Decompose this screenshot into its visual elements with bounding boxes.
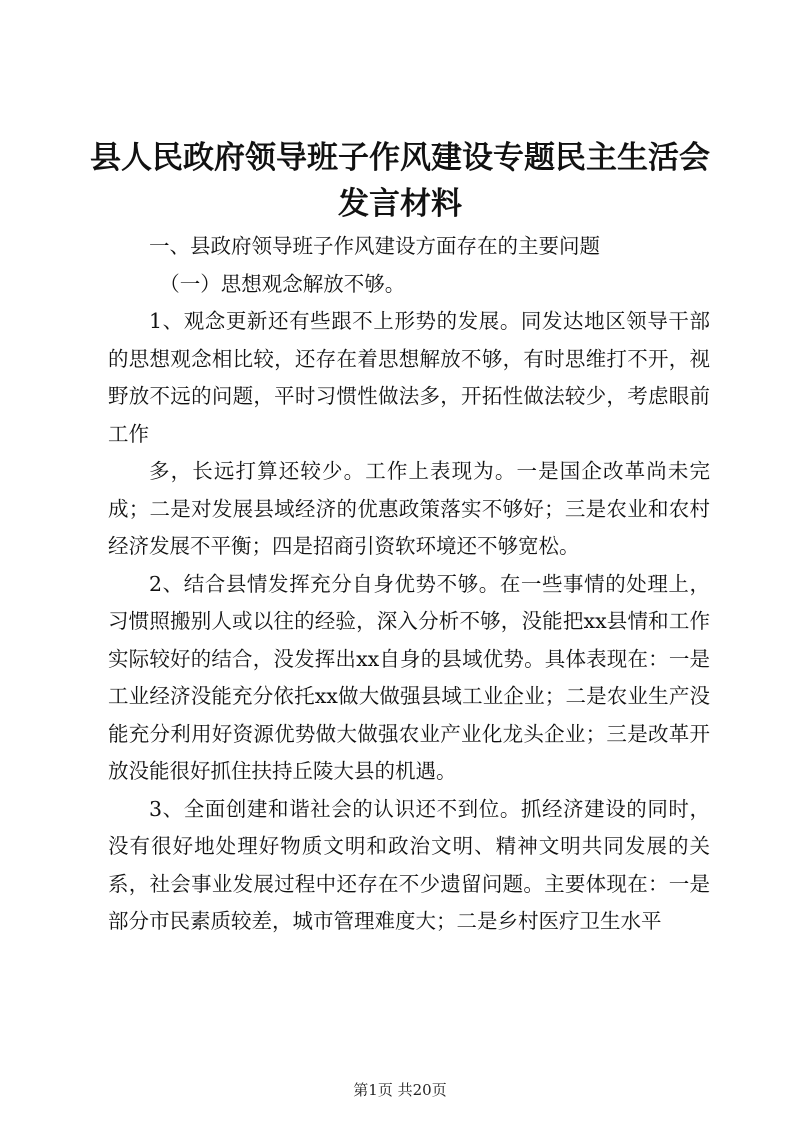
section-heading: 一、县政府领导班子作风建设方面存在的主要问题 — [149, 234, 600, 258]
paragraph-2: 多，长远打算还较少。工作上表现为。一是国企改革尚未完成；二是对发展县域经济的优惠政策落实不够好；三是农业和农村经济发展不平衡；四是招商引资软环境还不够宽松。 — [108, 459, 710, 558]
paragraph-1: 1、观念更新还有些跟不上形势的发展。同发达地区领导干部的思想观念相比较，还存在着思想解放不够，有时思维打不开，视野放不远的问题，平时习惯性做法多，开拓性做法较少，考虑眼前工作 — [108, 309, 710, 446]
title-line-2: 发言材料 — [338, 186, 462, 222]
subsection-heading: （一）思想观念解放不够。 — [159, 271, 406, 296]
page-footer: 第1页 共20页 — [353, 1081, 447, 1099]
document-body — [108, 228, 710, 941]
paragraph-4: 3、全面创建和谐社会的认识还不到位。抓经济建设的同时，没有很好地处理好物质文明和政治文明、精神文明共同发展的关系，社会事业发展过程中还存在不少遗留问题。主要体现在：一是部分市民素质较差，城市管理难度大；二是乡村医疗卫生水平 — [108, 796, 710, 933]
paragraph-3: 2、结合县情发挥充分自身优势不够。在一些事情的处理上，习惯照搬别人或以往的经验，深入分析不够，没能把xx县情和工作实际较好的结合，没发挥出xx自身的县域优势。具体表现在：一是工业经济没能充分依托xx做大做强县域工业企业；二是农业生产没能充分利用好资源优势做大做强农业产业化龙头企业；三是改革开放没能很好抓住扶持丘陵大县的机遇。 — [108, 571, 710, 783]
document-title — [90, 135, 710, 227]
title-line-1: 县人民政府领导班子作风建设专题民主生活会 — [90, 140, 710, 176]
